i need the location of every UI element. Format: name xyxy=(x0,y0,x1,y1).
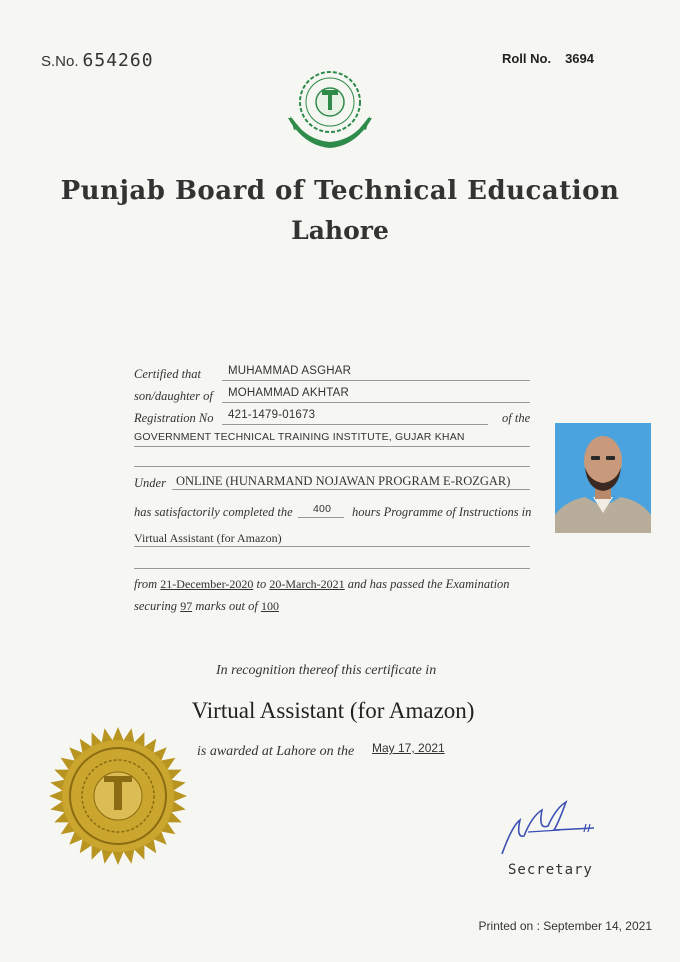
securing-label: securing xyxy=(134,599,178,613)
marks-label: marks out of xyxy=(195,599,258,613)
to-date: 20-March-2021 xyxy=(269,577,345,591)
from-date: 21-December-2020 xyxy=(160,577,254,591)
blank-line-1 xyxy=(134,466,530,467)
marks-line xyxy=(134,599,279,614)
certified-label: Certified that xyxy=(134,367,202,381)
serial-number-value: 654260 xyxy=(82,50,154,71)
parent-label: son/daughter of xyxy=(134,389,213,403)
student-photo xyxy=(555,423,651,533)
name-line xyxy=(222,380,530,381)
student-name: MUHAMMAD ASGHAR xyxy=(228,365,352,377)
marks-value: 97 xyxy=(180,599,193,613)
gold-seal-icon xyxy=(48,726,188,866)
of-the-label: of the xyxy=(502,411,531,425)
total-marks: 100 xyxy=(260,599,279,613)
roll-number xyxy=(502,51,594,66)
from-label: from xyxy=(134,577,158,591)
recognition-text: In recognition thereof this certificate in xyxy=(216,663,437,678)
passed-label: and has passed the Examination xyxy=(347,577,510,591)
person-photo-icon xyxy=(555,423,651,533)
board-name: Punjab Board of Technical Education xyxy=(60,176,620,206)
signature-icon xyxy=(498,796,603,858)
parent-line xyxy=(222,402,530,403)
blank-line-2 xyxy=(134,568,530,569)
duration-line xyxy=(134,577,510,592)
roll-number-value: 3694 xyxy=(565,51,594,66)
course-name: Virtual Assistant (for Amazon) xyxy=(134,531,282,545)
to-label: to xyxy=(256,577,267,591)
serial-number xyxy=(41,50,154,71)
printed-date: September 14, 2021 xyxy=(543,919,652,933)
award-date: May 17, 2021 xyxy=(372,741,445,755)
institute-name: GOVERNMENT TECHNICAL TRAINING INSTITUTE, GUJAR KHAN xyxy=(134,431,465,443)
awarded-course: Virtual Assistant (for Amazon) xyxy=(191,698,475,723)
printed-on xyxy=(479,919,652,933)
under-label: Under xyxy=(134,476,166,490)
institute-line xyxy=(134,446,530,447)
completed-label: has satisfactorily completed the xyxy=(134,505,293,519)
hours-line xyxy=(298,517,344,518)
registration-number: 421-1479-01673 xyxy=(228,409,316,421)
registration-line xyxy=(222,424,488,425)
roll-number-label: Roll No. xyxy=(501,51,552,66)
secretary-label: Secretary xyxy=(508,862,593,878)
program-name: ONLINE (HUNARMAND NOJAWAN PROGRAM E-ROZGAR) xyxy=(176,474,511,488)
hours-label: hours Programme of Instructions in xyxy=(352,505,532,519)
awarded-text: is awarded at Lahore on the xyxy=(197,744,355,759)
course-line xyxy=(134,546,530,547)
program-line xyxy=(172,489,530,490)
board-logo-icon xyxy=(284,66,376,154)
hours-value: 400 xyxy=(313,503,332,515)
board-city: Lahore xyxy=(291,216,389,245)
printed-label: Printed on : xyxy=(478,919,540,933)
parent-name: MOHAMMAD AKHTAR xyxy=(228,387,349,399)
registration-label: Registration No xyxy=(134,411,214,425)
serial-number-label: S.No. xyxy=(41,53,79,70)
